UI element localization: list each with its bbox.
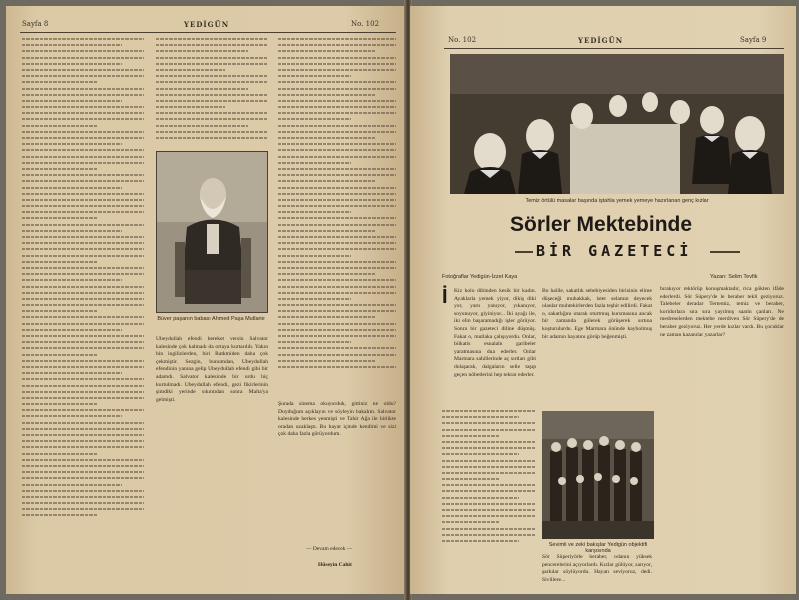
left-issue-number: No. 102 (351, 20, 380, 28)
right-issue-number: No. 102 (448, 36, 477, 44)
left-text-column-1 (22, 38, 144, 578)
portrait-caption: Büver paşanın babası Ahmed Paşa Mutlarie (157, 316, 265, 322)
article-column-1-top: Kiz kolu dibinden kesik bir kadın. Ayaklarla yemek yiyor, dikiş diki yor, yarn yanıyor, yıkanıyor, soyunuyor, giyiniyor... İki ayağı ile, iki elin başaramadığı işler görüyor. Sonra bir gazeteci diline düşmüş. Fakat o, mutlaka çalışıyordu. Onlar, bilkatis esnalaln garibeler yaratmasına dua ederler. Onlar Marmara sahillerinde aç sırtları gibi dolaşarak, dalgaların selle taşıp geçen nöbetlerini hep tekrar ederler. (454, 288, 536, 378)
portrait-illustration (157, 152, 267, 312)
left-text-column-3 (278, 38, 396, 398)
top-group-photo (450, 54, 784, 194)
right-header-rule (444, 48, 784, 49)
right-masthead: YEDİGÜN (578, 36, 624, 45)
bottom-group-photo (542, 411, 654, 539)
schoolchildren-illustration (542, 411, 654, 539)
left-masthead: YEDİGÜN (184, 20, 230, 29)
subheadline-left-rule (515, 251, 533, 253)
article-column-1-lines (442, 410, 536, 580)
left-column-3-body: Şurada sinema okuyorduk, gittiniz ne oldu? Duyduğum açıklayın ve söyleyin bakalım. Salvator kalesinde herkes yenmişti ve Tahir Ağa ile birlikte oradan uzaklaştı. Bu hayat içinde kendimi ve sizi çok daha fazla görüyordum. (278, 401, 396, 438)
article-column-3: bırakıyor rektörüp konuşmaktadır, rica gökten ifâde ederlerdi. Sör Süpery'de le beraber tekli geziyoruz. Talebeler deradar Tertemiz, temiz ve beraber, koridorlara sıra sıra yayılmış saatin çanları. Ne medreselerden mektebe merdiven Sör Süpery'de de beraber geziyoruz. Her yerde kızlar vardı. Bu çocuklar ne zaman kazanılar yazarlar? (660, 286, 784, 338)
photographer-credit: Fotoğraflar Yedigün-İzzet Kaya (442, 274, 518, 280)
portrait-photo (156, 151, 268, 313)
continued-note: — Devam edecek — (306, 546, 353, 552)
bottom-photo-caption: Sevimli ve zeki bakışlar Yedigün objektifi karşısında (548, 542, 648, 554)
middle-column-body: Ubeydullah efendi bereket versin Salvator kalesinde çok kalmadı da ortaya kurtarıldı. Yakın bin ingilizlerden, biri Ratkmiden daha çok çekmiştir. Sezgin, bunumdan, Ubeydullah efendinin yanına gelip Ubeydullah efendi gibi bir adamdı. Salvator kalesinde bir ordu hiç kurtulmadı. Ubeydullah efendi, gezi fikirlerinin şimdiki yerinde sıkıntıdan sonra Malta'ya gelmişti. (156, 336, 268, 403)
article-ending-text: Sör Süperiyörle beraber, odanın yüksek pencerelerini açıyorlardı. Kızlar gülüyor, sarıyor, şarkılar söylüyordu. Hayatı seviyoruz, dedi. Sivillere... (542, 554, 652, 582)
left-header-rule (20, 32, 396, 33)
article-subheadline: BİR GAZETECİ (536, 242, 693, 260)
girls-at-table-illustration (450, 54, 784, 194)
middle-column-top-text (156, 38, 268, 146)
author-signature: Hüseyin Cahit (318, 562, 352, 568)
right-page-label: Sayfa 9 (740, 36, 767, 44)
left-page-label: Sayfa 8 (22, 20, 49, 28)
right-page (410, 6, 796, 594)
subheadline-right-rule (710, 251, 740, 253)
drop-cap: İ (442, 286, 448, 308)
article-column-2: Bu halile, sakatlık sebebiyesiden birisinin elime düşeceği muhakkak, ister selamın deyecek olanlar muhtekirlerden fazla teşhir edilirdi. Fakat o, sakatlığını otarak oturtmuş kursmasına ancak bir zamanda gülerek görüşerek sırtına koşturulurdu. Ege Marmara önünde kaybolmuş bir adamın hayatını görüp beğenmişti. (542, 288, 652, 340)
top-photo-caption: Temiz örtülü masalar başında iştahla yemek yemeye hazırlanan genç kızlar (525, 198, 709, 204)
article-headline: Sörler Mektebinde (510, 213, 693, 236)
left-page (6, 6, 406, 594)
author-byline: Yazan: Selim Tevfik (710, 274, 758, 280)
